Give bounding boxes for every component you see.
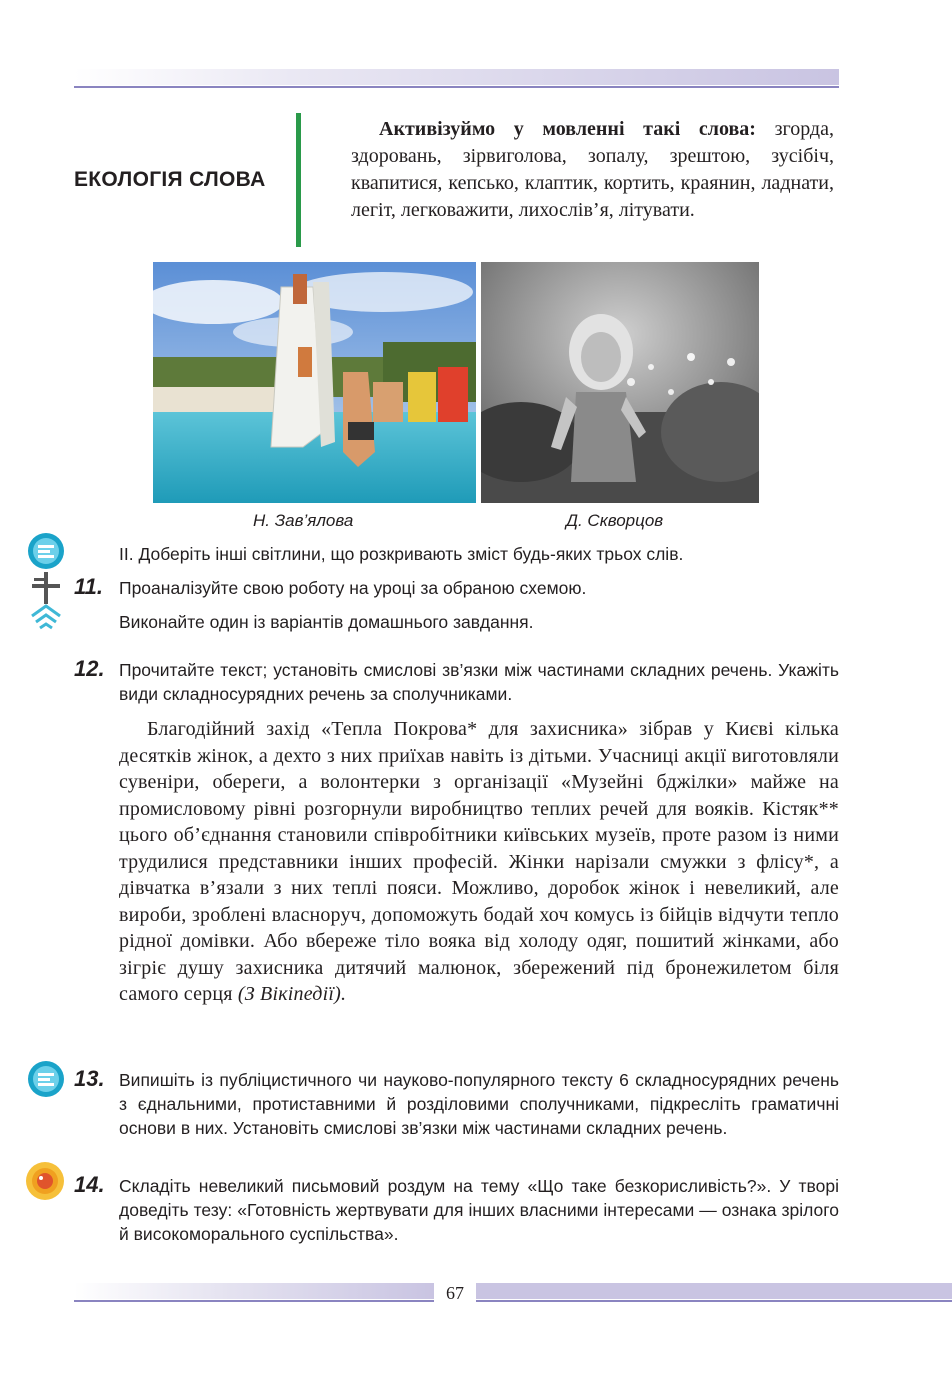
activate-words-list: згорда, здоровань, зірвиголова, зопалу, зрештою, зусібіч, квапитися, кепсько, клаптик, кортить, краянин, ладнати, легіт, легковажити, лихослів’я, літувати. — [351, 118, 834, 221]
green-divider — [296, 113, 301, 247]
reading-source: (З Вікіпедії). — [237, 983, 347, 1005]
task-11-line-1: Проаналізуйте свою роботу на уроці за обраною схемою. — [119, 578, 587, 598]
section-title: ЕКОЛОГІЯ СЛОВА — [74, 168, 266, 191]
photo-caption-left: Н. Зав’ялова — [253, 511, 354, 530]
activate-bold-lead: Активізуймо у мовленні такі слова: — [379, 118, 756, 140]
task-11-line-2: Виконайте один із варіантів домашнього завдання. — [119, 612, 534, 632]
photo-girl-meadow — [481, 262, 759, 503]
task-12-number: 12. — [74, 656, 105, 681]
task-14-number: 14. — [74, 1172, 105, 1197]
pen-task-icon-13 — [26, 1059, 66, 1104]
reading-body: Благодійний захід «Тепла Покрова* для захисника» зібрав у Києві кілька десятків жінок, а дехто з них приїхав навіть із дітьми. Учасниці акції виготовляли сувеніри, обереги, а волонтерки з організації «Музейні бджілки» майже на промисловому рівні розгорнули виробництво теплих речей для вояків. Кістяк** цього об’єднання становили співробітники київських музеїв, проте разом із ними трудилися представники інших професій. Жінки нарізали смужки з флісу*, а дівчатка в’язали з них теплі пояси. Можливо, доробок жінок і невеликий, але вироби, зроблені власноруч, допоможуть бодай хоч комусь із бійців відчути тепло рідної домівки. Або вбереже тіло вояка від холоду одяг, пошитий жінками, або зігріє душу захисника дитячий малюнок, збережений під бронежилетом біля самого серця — [119, 718, 839, 1005]
bottom-decor-rule-left — [74, 1283, 434, 1299]
photo-water-slide — [153, 262, 476, 503]
activate-words-paragraph — [351, 116, 834, 224]
top-decor-rule — [74, 69, 839, 85]
page-number: 67 — [446, 1283, 464, 1303]
task-10-part-2: ІІ. Доберіть інші світлини, що розкривають зміст будь-яких трьох слів. — [119, 544, 684, 564]
photo-caption-right: Д. Скворцов — [566, 511, 664, 530]
task-13-instruction: Випишіть із публіцистичного чи науково-популярного тексту 6 складносурядних речень з єднальними, протиставними й розділовими сполучниками, підкресліть граматичні основи в них. Установіть смислові зв’язки між частинами складних речень. — [119, 1070, 839, 1138]
creative-sun-icon — [24, 1160, 66, 1207]
task-12-instruction: Прочитайте текст; установіть смислові зв’язки між частинами складних речень. Укажіть види складносурядних речень за сполучниками. — [119, 660, 839, 704]
task-11-number: 11. — [74, 574, 103, 599]
task-12-reading-text — [119, 716, 839, 1008]
task-14-instruction: Складіть невеликий письмовий роздум на тему «Що таке безкорисливість?». У творі доведіть тезу: «Готовність жертвувати для інших власними інтересами — ознака зрілого й високоморального суспільства». — [119, 1176, 839, 1244]
home-task-icon — [30, 604, 62, 637]
bottom-decor-rule-right — [476, 1283, 952, 1299]
task-13-number: 13. — [74, 1066, 105, 1091]
